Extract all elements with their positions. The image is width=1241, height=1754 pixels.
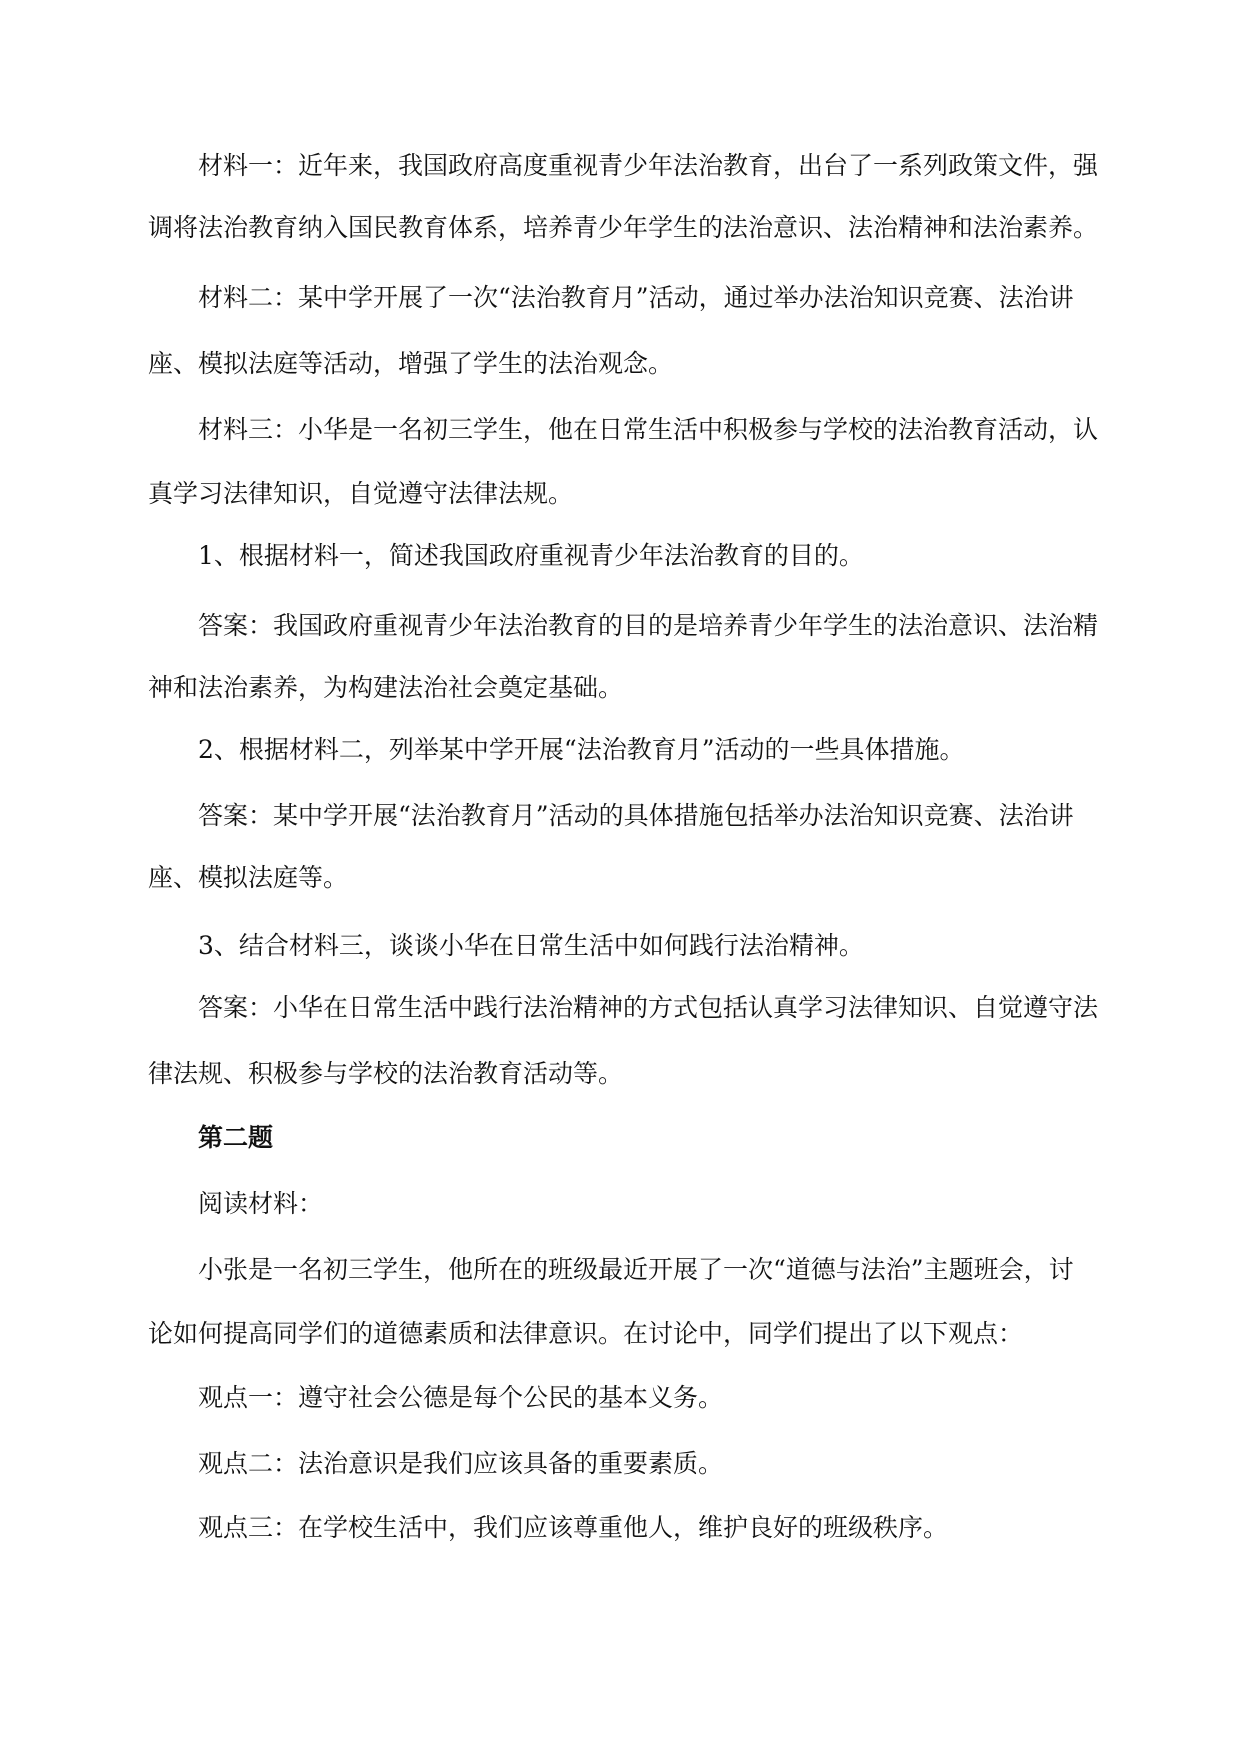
answer-2-line-1: 答案：某中学开展“法治教育月”活动的具体措施包括举办法治知识竞赛、法治讲 bbox=[198, 801, 1074, 830]
answer-3-line-2: 律法规、积极参与学校的法治教育活动等。 bbox=[148, 1059, 624, 1088]
answer-2-line-2: 座、模拟法庭等。 bbox=[148, 863, 349, 892]
material-1-line-2: 调将法治教育纳入国民教育体系，培养青少年学生的法治意识、法治精神和法治素养。 bbox=[148, 213, 1099, 242]
material-2-line-1: 材料二：某中学开展了一次“法治教育月”活动，通过举办法治知识竞赛、法治讲 bbox=[198, 283, 1074, 312]
viewpoint-2: 观点二：法治意识是我们应该具备的重要素质。 bbox=[198, 1449, 724, 1478]
scenario-line-2: 论如何提高同学们的道德素质和法律意识。在讨论中，同学们提出了以下观点： bbox=[148, 1319, 1024, 1348]
reading-material-label: 阅读材料： bbox=[198, 1189, 324, 1218]
material-2-line-2: 座、模拟法庭等活动，增强了学生的法治观念。 bbox=[148, 349, 674, 378]
answer-3-line-1: 答案：小华在日常生活中践行法治精神的方式包括认真学习法律知识、自觉遵守法 bbox=[198, 993, 1099, 1022]
answer-1-line-1: 答案：我国政府重视青少年法治教育的目的是培养青少年学生的法治意识、法治精 bbox=[198, 611, 1099, 640]
question-1: 1、根据材料一，简述我国政府重视青少年法治教育的目的。 bbox=[198, 541, 864, 570]
material-3-line-1: 材料三：小华是一名初三学生，他在日常生活中积极参与学校的法治教育活动，认 bbox=[198, 415, 1099, 444]
viewpoint-3: 观点三：在学校生活中，我们应该尊重他人，维护良好的班级秩序。 bbox=[198, 1513, 949, 1542]
material-1-line-1: 材料一：近年来，我国政府高度重视青少年法治教育，出台了一系列政策文件，强 bbox=[198, 151, 1099, 180]
question-3: 3、结合材料三，谈谈小华在日常生活中如何践行法治精神。 bbox=[198, 931, 864, 960]
material-3-line-2: 真学习法律知识，自觉遵守法律法规。 bbox=[148, 479, 574, 508]
viewpoint-1: 观点一：遵守社会公德是每个公民的基本义务。 bbox=[198, 1383, 724, 1412]
answer-1-line-2: 神和法治素养，为构建法治社会奠定基础。 bbox=[148, 673, 624, 702]
scenario-line-1: 小张是一名初三学生，他所在的班级最近开展了一次“道德与法治”主题班会，讨 bbox=[198, 1255, 1074, 1284]
question-2: 2、根据材料二，列举某中学开展“法治教育月”活动的一些具体措施。 bbox=[198, 735, 965, 764]
section-heading-question-2: 第二题 bbox=[198, 1123, 274, 1152]
